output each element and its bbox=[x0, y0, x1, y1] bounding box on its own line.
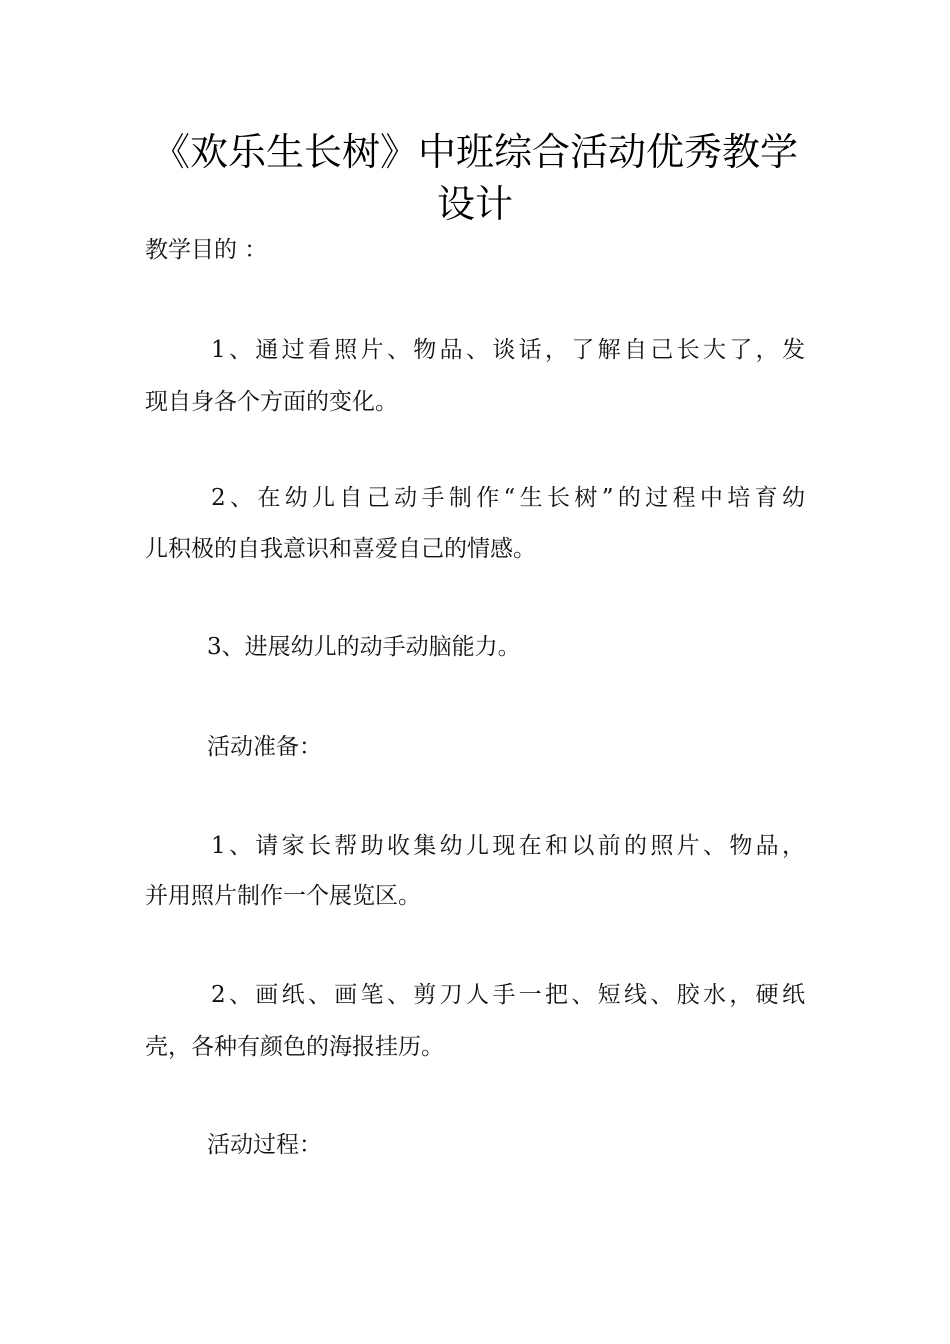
document-title-line2: 设计 bbox=[436, 182, 513, 226]
section-preparation-heading: 活动准备： bbox=[207, 734, 322, 760]
preparation-1-line1: 1、请家长帮助收集幼儿现在和以前的照片、物品， bbox=[211, 833, 805, 859]
preparation-1-line2: 并用照片制作一个展览区。 bbox=[145, 883, 421, 909]
objective-3: 3、进展幼儿的动手动脑能力。 bbox=[207, 634, 521, 660]
preparation-2-line2: 壳，各种有颜色的海报挂历。 bbox=[145, 1034, 444, 1060]
document-title-line1: 《欢乐生长树》中班综合活动优秀教学 bbox=[151, 130, 798, 174]
section-objectives-heading: 教学目的 ： bbox=[145, 237, 268, 263]
preparation-2-line1: 2、画纸、画笔、剪刀人手一把、短线、胶水，硬纸 bbox=[211, 982, 805, 1008]
objective-1-line2: 现自身各个方面的变化。 bbox=[145, 389, 398, 415]
objective-2-line2: 儿积极的自我意识和喜爱自己的情感。 bbox=[145, 536, 536, 562]
section-process-heading: 活动过程： bbox=[207, 1132, 322, 1158]
objective-2-line1: 2、在幼儿自己动手制作“生长树”的过程中培育幼 bbox=[211, 485, 805, 511]
objective-1-line1: 1、通过看照片、物品、谈话，了解自己长大了，发 bbox=[211, 337, 805, 363]
